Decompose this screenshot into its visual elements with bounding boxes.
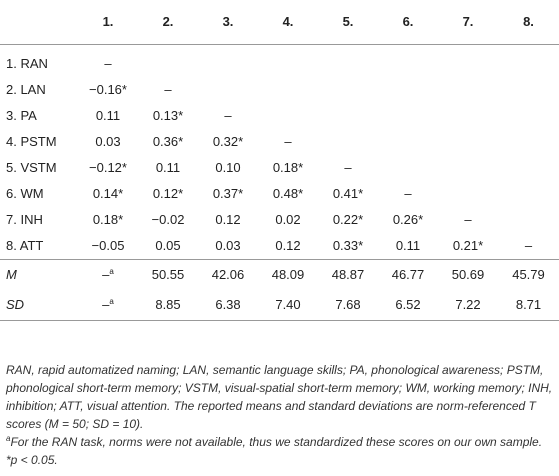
- table-cell: [378, 77, 438, 103]
- stat-cell: 45.79: [498, 260, 559, 291]
- table-cell: 0.05: [155, 238, 181, 253]
- stat-dash: –: [102, 267, 110, 282]
- table-cell: 0.13*: [152, 108, 184, 123]
- stat-label: M: [0, 260, 78, 291]
- table-cell: [378, 103, 438, 129]
- stat-cell-ran: [78, 290, 138, 321]
- table-cell: 0.26*: [392, 212, 424, 227]
- row-label: 5. VSTM: [6, 160, 57, 175]
- table-cell: [498, 103, 559, 129]
- table-cell: –: [344, 160, 352, 175]
- stat-cell: 50.55: [138, 260, 198, 291]
- table-cell: –: [284, 134, 292, 149]
- table-cell: 0.12*: [152, 186, 184, 201]
- stat-cell: 7.68: [318, 290, 378, 321]
- table-cell: 0.41*: [332, 186, 364, 201]
- column-header: 2.: [138, 0, 198, 45]
- table-cell: 0.18*: [272, 160, 304, 175]
- table-cell: –: [524, 238, 533, 253]
- stat-cell: 8.71: [498, 290, 559, 321]
- table-cell: –: [224, 108, 232, 123]
- table-cell: [438, 155, 498, 181]
- footnote-a-marker: a: [6, 434, 11, 443]
- footnote-a-text: For the RAN task, norms were not available, thus we standardized these scores on our own sample.: [10, 435, 543, 449]
- footnote-marker: a: [109, 267, 114, 276]
- table-cell: [438, 181, 498, 207]
- table-cell: −0.05: [91, 238, 125, 253]
- stat-cell: 8.85: [138, 290, 198, 321]
- table-cell: [498, 181, 559, 207]
- table-cell: 0.03: [95, 134, 121, 149]
- table-body: [0, 45, 559, 321]
- column-header: 4.: [258, 0, 318, 45]
- table-cell: 0.11: [395, 238, 421, 253]
- table-cell: 0.37*: [212, 186, 244, 201]
- stat-cell: 6.52: [378, 290, 438, 321]
- row-label: 8. ATT: [6, 238, 44, 253]
- table-row: [0, 103, 559, 129]
- row-label: 1. RAN: [6, 56, 48, 71]
- table-cell: 0.11: [95, 108, 121, 123]
- table-cell: –: [164, 82, 172, 97]
- table-cell: –: [404, 186, 412, 201]
- stat-cell: 7.22: [438, 290, 498, 321]
- table-cell: [318, 103, 378, 129]
- table-row: [0, 77, 559, 103]
- table-cell: [378, 155, 438, 181]
- table-cell: 0.22*: [332, 212, 364, 227]
- stat-cell: 6.38: [198, 290, 258, 321]
- stat-cell: 48.09: [258, 260, 318, 291]
- table-cell: −0.02: [151, 212, 185, 227]
- table-header: [0, 0, 559, 45]
- table-cell: [258, 45, 318, 78]
- table-cell: [498, 155, 559, 181]
- row-label: 2. LAN: [6, 82, 46, 97]
- table-cell: [378, 129, 438, 155]
- row-label: 4. PSTM: [6, 134, 57, 149]
- column-header: 6.: [378, 0, 438, 45]
- stat-cell: 46.77: [378, 260, 438, 291]
- table-cell: 0.11: [155, 160, 181, 175]
- column-header: 7.: [438, 0, 498, 45]
- stat-row: [0, 260, 559, 291]
- table-row: [0, 207, 559, 233]
- stat-row: [0, 290, 559, 321]
- table-cell: −0.12*: [89, 160, 127, 175]
- table-notes: [6, 361, 554, 469]
- table-cell: [498, 207, 559, 233]
- table-cell: [438, 45, 498, 78]
- table-row: [0, 155, 559, 181]
- table-cell: 0.12: [275, 238, 301, 253]
- footnote-significance: *p < 0.05.: [6, 453, 58, 467]
- table-cell: [378, 45, 438, 78]
- table-row: [0, 181, 559, 207]
- table-cell: –: [104, 56, 112, 71]
- stat-label: SD: [0, 290, 78, 321]
- stat-cell: 7.40: [258, 290, 318, 321]
- abbreviations-note: RAN, rapid automatized naming; LAN, semantic language skills; PA, phonological awareness; PSTM, phonological short-term memory; VSTM, visual-spatial short-term memory; WM, working memory; INH, inhibition; ATT, visual attention. The reported means and standard deviations are norm-referenced T scores (M = 50; SD = 10).: [6, 363, 553, 431]
- table-cell: [318, 77, 378, 103]
- footnote-a: [6, 433, 554, 451]
- table-row: [0, 129, 559, 155]
- table-cell: [318, 129, 378, 155]
- table-cell: 0.12: [215, 212, 241, 227]
- table-cell: [438, 77, 498, 103]
- stat-cell: 50.69: [438, 260, 498, 291]
- table-cell: [198, 45, 258, 78]
- table-cell: 0.21*: [452, 238, 484, 253]
- column-header: 5.: [318, 0, 378, 45]
- column-header: 1.: [78, 0, 138, 45]
- table-cell: 0.33*: [332, 238, 364, 253]
- row-label: 6. WM: [6, 186, 44, 201]
- table-cell: 0.48*: [272, 186, 304, 201]
- footnote-marker: a: [109, 297, 114, 306]
- stat-cell-ran: [78, 260, 138, 291]
- table-cell: 0.36*: [152, 134, 184, 149]
- stat-cell: 42.06: [198, 260, 258, 291]
- table-cell: 0.18*: [92, 212, 124, 227]
- stat-dash: –: [102, 297, 110, 312]
- table-cell: [258, 103, 318, 129]
- table-row: [0, 233, 559, 260]
- table-cell: [498, 45, 559, 78]
- stat-cell: 48.87: [318, 260, 378, 291]
- table-cell: [498, 129, 559, 155]
- table-cell: [498, 77, 559, 103]
- table-cell: –: [464, 212, 472, 227]
- table-cell: [438, 129, 498, 155]
- table-cell: [438, 103, 498, 129]
- table-cell: [258, 77, 318, 103]
- table-cell: 0.14*: [92, 186, 124, 201]
- column-header: 8.: [498, 0, 559, 45]
- table-cell: [198, 77, 258, 103]
- table-cell: −0.16*: [89, 82, 127, 97]
- table-cell: [318, 45, 378, 78]
- table-cell: 0.10: [215, 160, 241, 175]
- table-row: [0, 45, 559, 78]
- row-label: 3. PA: [6, 108, 37, 123]
- table-cell: 0.03: [215, 238, 241, 253]
- table-cell: 0.02: [275, 212, 301, 227]
- table-cell: 0.32*: [212, 134, 244, 149]
- column-header: [0, 0, 78, 45]
- column-header: 3.: [198, 0, 258, 45]
- table-cell: [138, 45, 198, 78]
- row-label: 7. INH: [6, 212, 43, 227]
